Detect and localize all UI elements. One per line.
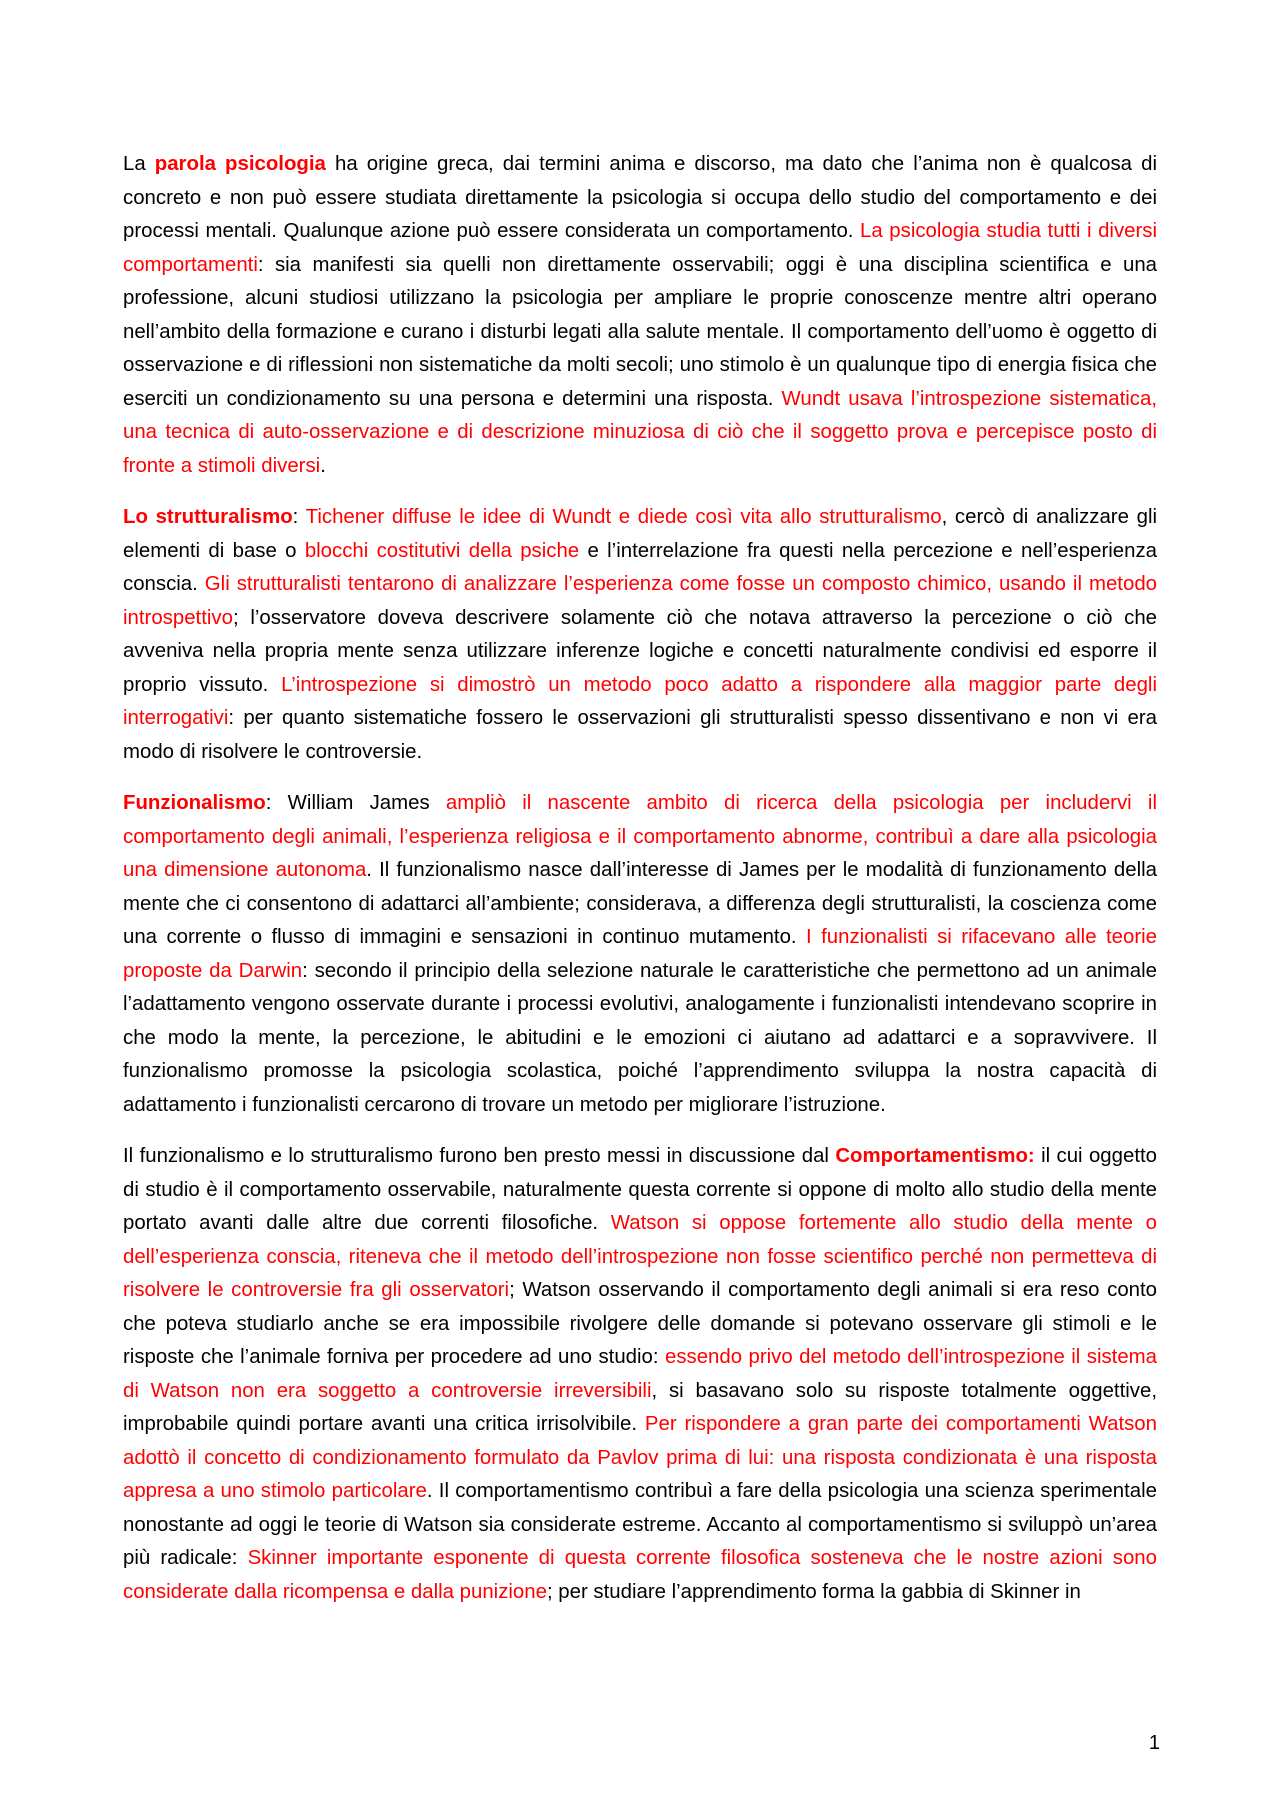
highlight-text: essendo privo del metodo dell’introspezione il sistema di Watson non era soggetto a controversie irreversibili — [123, 1346, 1158, 1402]
paragraph-comportamentismo: Il funzionalismo e lo strutturalismo furono ben presto messi in discussione dal Comportamentismo: il cui oggetto di studio è il comportamento osservabile, naturalmente questa corrente si oppone di molto allo studio della mente portato avanti dalle altre due correnti filosofiche. Watson si oppose fortemente allo studio della mente o dell’esperienza conscia, riteneva che il metodo dell’introspezione non fosse scientifico perché non permetteva di risolvere le controversie fra gli osservatori; Watson osservando il comportamento degli animali si era reso conto che poteva studiarlo anche se era impossibile rivolgere delle domande si potevano osservare gli stimoli e le risposte che l’animale forniva per procedere ad uno studio: essendo privo del metodo dell’introspezione il sistema di Watson non era soggetto a controversie irreversibili, si basavano solo su risposte totalmente oggettive, improbabile quindi portare avanti una critica irrisolvibile. Per rispondere a gran parte dei comportamenti Watson adottò il concetto di condizionamento formulato da Pavlov prima di lui: una risposta condizionata è una risposta appresa a uno stimolo particolare. Il comportamentismo contribuì a fare della psicologia una scienza sperimentale nonostante ad oggi le teorie di Watson sia considerate estreme. Accanto al comportamentismo si sviluppò un’area più radicale: Skinner importante esponente di questa corrente filosofica sosteneva che le nostre azioni sono considerate dalla ricompensa e dalla punizione; per studiare l’apprendimento forma la gabbia di Skinner in — [123, 1145, 1158, 1603]
document-body — [123, 148, 1157, 1627]
paragraph-strutturalismo: Lo strutturalismo: Tichener diffuse le idee di Wundt e diede così vita allo strutturalismo, cercò di analizzare gli elementi di base o blocchi costitutivi della psiche e l’interrelazione fra questi nella percezione e nell’esperienza conscia. Gli strutturalisti tentarono di analizzare l’esperienza come fosse un composto chimico, usando il metodo introspettivo; l’osservatore doveva descrivere solamente ciò che notava attraverso la percezione o ciò che avveniva nella propria mente senza utilizzare inferenze logiche e concetti naturalmente condivisi ed esporre il proprio vissuto. L’introspezione si dimostrò un metodo poco adatto a rispondere alla maggior parte degli interrogativi: per quanto sistematiche fossero le osservazioni gli strutturalisti spesso dissentivano e non vi era modo di risolvere le controversie. — [123, 506, 1157, 763]
page-number: 1 — [1148, 1732, 1160, 1754]
paragraph-funzionalismo: Funzionalismo: William James ampliò il nascente ambito di ricerca della psicologia per includervi il comportamento degli animali, l’esperienza religiosa e il comportamento abnorme, contribuì a dare alla psicologia una dimensione autonoma. Il funzionalismo nasce dall’interesse di James per le modalità di funzionamento della mente che ci consentono di adattarci all’ambiente; considerava, a differenza degli strutturalisti, la coscienza come una corrente o flusso di immagini e sensazioni in continuo mutamento. I funzionalisti si rifacevano alle teorie proposte da Darwin: secondo il principio della selezione naturale le caratteristiche che permettono ad un animale l’adattamento vengono osservate durante i processi evolutivi, analogamente i funzionalisti intendevano scoprire in che modo la mente, la percezione, le abitudini e le emozioni ci aiutano ad adattarci e a sopravvivere. Il funzionalismo promosse la psicologia scolastica, poiché l’apprendimento sviluppa la nostra capacità di adattamento i funzionalisti cercarono di trovare un metodo per migliorare l’istruzione. — [123, 792, 1157, 1116]
highlight-text: Wundt usava l’introspezione sistematica, una tecnica di auto-osservazione e di descrizione minuziosa di ciò che il soggetto prova e percepisce posto di fronte a stimoli diversi — [123, 387, 1157, 477]
highlight-term: parola psicologia — [154, 153, 326, 175]
section-heading: Funzionalismo — [123, 792, 266, 814]
highlight-text: Per rispondere a gran parte dei comportamenti Watson adottò il concetto di condizionamento formulato da Pavlov prima di lui: una risposta condizionata è una risposta appresa a uno stimolo particolare — [123, 1413, 1157, 1502]
highlight-text: Watson si oppose fortemente allo studio della mente o dell’esperienza conscia, riteneva che il metodo dell’introspezione non fosse scientifico perché non permetteva di risolvere le controversie fra gli osservatori — [123, 1212, 1157, 1301]
paragraph-intro: La parola psicologia ha origine greca, dai termini anima e discorso, ma dato che l’anima non è qualcosa di concreto e non può essere studiata direttamente la psicologia si occupa dello studio del comportamento e dei processi mentali. Qualunque azione può essere considerata un comportamento. La psicologia studia tutti i diversi comportamenti: sia manifesti sia quelli non direttamente osservabili; oggi è una disciplina scientifica e una professione, alcuni studiosi utilizzano la psicologia per ampliare le proprie conoscenze mentre altri operano nell’ambito della formazione e curano i disturbi legati alla salute mentale. Il comportamento dell’uomo è oggetto di osservazione e di riflessioni non sistematiche da molti secoli; uno stimolo è un qualunque tipo di energia fisica che eserciti un condizionamento su una persona e determini una risposta. Wundt usava l’introspezione sistematica, una tecnica di auto-osservazione e di descrizione minuziosa di ciò che il soggetto prova e percepisce posto di fronte a stimoli diversi. — [123, 153, 1158, 477]
highlight-text: Tichener diffuse le idee di Wundt e diede così vita allo strutturalismo — [305, 506, 942, 528]
highlight-text: Skinner importante esponente di questa corrente filosofica sosteneva che le nostre azioni sono considerate dalla ricompensa e dalla punizione — [123, 1547, 1157, 1603]
highlight-text: blocchi costitutivi della psiche — [304, 539, 580, 562]
section-heading: Comportamentismo: — [835, 1145, 1035, 1167]
highlight-text: I funzionalisti si rifacevano alle teorie proposte da Darwin — [123, 926, 1157, 982]
highlight-text: ampliò il nascente ambito di ricerca della psicologia per includervi il comportamento degli animali, l’esperienza religiosa e il comportamento abnorme, contribuì a dare alla psicologia una dimensione autonoma — [123, 792, 1157, 881]
section-heading: Lo strutturalismo — [123, 506, 293, 528]
highlight-text: Gli strutturalisti tentarono di analizzare l’esperienza come fosse un composto chimico, usando il metodo introspettivo — [123, 573, 1157, 629]
highlight-text: L’introspezione si dimostrò un metodo poco adatto a rispondere alla maggior parte degli interrogativi — [123, 673, 1157, 729]
highlight-text: La psicologia studia tutti i diversi comportamenti — [123, 220, 1158, 276]
